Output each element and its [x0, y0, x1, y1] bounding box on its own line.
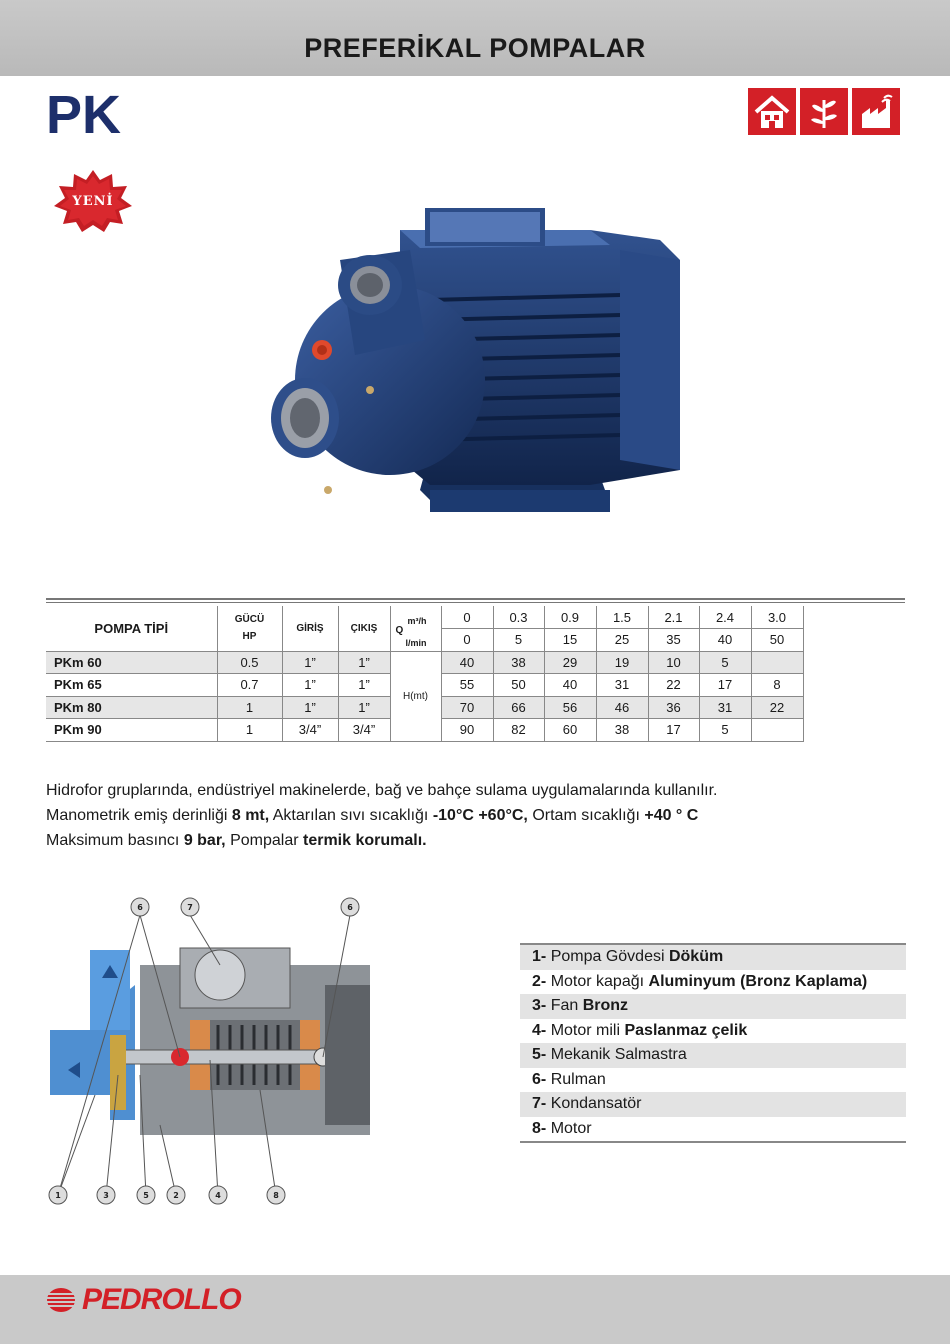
q-unit-m3: m³/h — [407, 616, 427, 626]
q-lmin-4: 35 — [648, 629, 699, 652]
desc-bold: +40 ° C — [644, 807, 699, 824]
head-cell: 36 — [648, 696, 699, 719]
power-cell: 1 — [217, 719, 282, 742]
factory-icon — [852, 88, 900, 135]
model-cell: PKm 90 — [46, 719, 217, 742]
part-number: 2- — [532, 972, 547, 990]
desc-text: Ortam sıcaklığı — [527, 807, 645, 824]
head-label: H(mt) — [390, 651, 441, 741]
model-cell: PKm 65 — [46, 674, 217, 697]
col-power-unit: HP — [242, 631, 257, 643]
part-number: 6- — [532, 1070, 547, 1088]
part-material: Bronz — [582, 997, 629, 1014]
q-lmin-5: 40 — [699, 629, 751, 652]
col-pump-type: POMPA TİPİ — [46, 606, 217, 651]
description — [46, 778, 717, 853]
head-cell: 50 — [493, 674, 544, 697]
q-lmin-6: 50 — [751, 629, 803, 652]
callout-7: 7 — [187, 903, 193, 912]
head-cell: 56 — [544, 696, 596, 719]
col-power — [217, 606, 282, 651]
q-m3h-2: 0.9 — [544, 606, 596, 629]
inlet-cell: 1” — [282, 651, 338, 674]
outlet-cell: 1” — [338, 696, 390, 719]
q-lmin-1: 5 — [493, 629, 544, 652]
q-m3h-3: 1.5 — [596, 606, 648, 629]
blank-cell — [803, 651, 905, 674]
desc-bold: termik korumalı. — [303, 832, 427, 849]
brand-name: PEDROLLO — [82, 1283, 241, 1316]
part-text: Motor kapağı — [550, 972, 649, 990]
blank-cell — [803, 719, 905, 742]
callout-6: 6 — [347, 903, 353, 912]
head-cell: 17 — [699, 674, 751, 697]
power-cell: 0.5 — [217, 651, 282, 674]
outlet-cell: 1” — [338, 651, 390, 674]
desc-text: Maksimum basıncı — [46, 832, 184, 849]
new-badge — [52, 168, 134, 232]
list-item — [520, 1019, 906, 1044]
outlet-cell: 3/4” — [338, 719, 390, 742]
table-top-rule — [46, 598, 905, 603]
blank-cell — [803, 629, 905, 652]
head-cell: 8 — [751, 674, 803, 697]
q-m3h-1: 0.3 — [493, 606, 544, 629]
part-text: Motor — [550, 1119, 592, 1137]
head-cell: 90 — [441, 719, 493, 742]
head-cell: 40 — [441, 651, 493, 674]
inlet-cell: 1” — [282, 674, 338, 697]
part-number: 5- — [532, 1046, 547, 1063]
head-cell: 31 — [699, 696, 751, 719]
q-m3h-4: 2.1 — [648, 606, 699, 629]
q-lmin-2: 15 — [544, 629, 596, 652]
part-material: Döküm — [668, 948, 724, 965]
q-lmin-0: 0 — [441, 629, 493, 652]
cutaway-diagram — [40, 890, 380, 1220]
head-cell: 66 — [493, 696, 544, 719]
list-item — [520, 1092, 906, 1117]
head-cell: 38 — [493, 651, 544, 674]
head-cell: 38 — [596, 719, 648, 742]
new-badge-text: YENİ — [72, 194, 114, 209]
part-material: Aluminyum (Bronz Kaplama) — [648, 972, 868, 990]
callout-3: 3 — [103, 1191, 109, 1200]
parts-list — [520, 943, 906, 1143]
head-cell: 5 — [699, 719, 751, 742]
table-row — [46, 719, 905, 742]
head-cell: 46 — [596, 696, 648, 719]
part-number: 3- — [532, 997, 547, 1014]
callout-1: 1 — [55, 1191, 61, 1200]
part-text: Motor mili — [550, 1021, 625, 1039]
part-text: Fan — [550, 997, 583, 1014]
col-flow — [390, 606, 441, 651]
part-number: 8- — [532, 1119, 547, 1137]
desc-text: Aktarılan sıvı sıcaklığı — [269, 807, 433, 824]
q-m3h-6: 3.0 — [751, 606, 803, 629]
brand-mark-icon — [46, 1287, 76, 1313]
part-number: 7- — [532, 1095, 547, 1112]
part-number: 4- — [532, 1021, 547, 1039]
outlet-cell: 1” — [338, 674, 390, 697]
desc-line-1: Hidrofor gruplarında, endüstriyel makinelerde, bağ ve bahçe sulama uygulamalarında kullanılır. — [46, 782, 718, 799]
table-row — [46, 651, 905, 674]
part-number: 1- — [532, 948, 547, 965]
page-title: PREFERİKAL POMPALAR — [304, 33, 646, 63]
brand-logo — [46, 1283, 241, 1317]
part-text: Rulman — [550, 1070, 606, 1088]
q-m3h-0: 0 — [441, 606, 493, 629]
head-cell: 17 — [648, 719, 699, 742]
desc-bold: 9 bar, — [183, 832, 226, 849]
blank-cell — [803, 696, 905, 719]
list-item — [520, 994, 906, 1019]
spec-table — [46, 606, 905, 742]
pump-image — [260, 190, 700, 550]
desc-text: Manometrik emiş derinliği — [46, 807, 232, 824]
inlet-cell: 1” — [282, 696, 338, 719]
power-cell: 0.7 — [217, 674, 282, 697]
house-icon — [748, 88, 796, 135]
list-item — [520, 945, 906, 970]
model-name: PK — [46, 85, 122, 145]
head-cell: 22 — [751, 696, 803, 719]
list-item — [520, 970, 906, 995]
usage-icons — [748, 88, 900, 135]
col-power-label: GÜCÜ — [234, 614, 265, 626]
blank-cell — [803, 674, 905, 697]
head-cell — [751, 719, 803, 742]
head-cell: 31 — [596, 674, 648, 697]
blank-cell — [803, 606, 905, 629]
head-cell: 22 — [648, 674, 699, 697]
desc-text: Pompalar — [225, 832, 303, 849]
head-cell: 82 — [493, 719, 544, 742]
power-cell: 1 — [217, 696, 282, 719]
part-text: Mekanik Salmastra — [550, 1046, 687, 1063]
q-unit-lmin: l/min — [405, 638, 427, 648]
callout-6: 6 — [137, 903, 143, 912]
q-lmin-3: 25 — [596, 629, 648, 652]
desc-line-2 — [46, 803, 717, 828]
table-row — [46, 696, 905, 719]
head-cell: 70 — [441, 696, 493, 719]
inlet-cell: 3/4” — [282, 719, 338, 742]
head-cell: 29 — [544, 651, 596, 674]
model-cell: PKm 80 — [46, 696, 217, 719]
model-cell: PKm 60 — [46, 651, 217, 674]
callout-8: 8 — [273, 1191, 279, 1200]
callout-4: 4 — [215, 1191, 221, 1200]
col-outlet: ÇIKIŞ — [338, 606, 390, 651]
desc-bold: 8 mt, — [231, 807, 270, 824]
callout-5: 5 — [143, 1191, 149, 1200]
desc-line-3 — [46, 828, 717, 853]
list-item — [520, 1068, 906, 1093]
part-text: Kondansatör — [550, 1095, 642, 1112]
head-cell: 55 — [441, 674, 493, 697]
table-row — [46, 674, 905, 697]
part-text: Pompa Gövdesi — [550, 948, 669, 965]
plant-icon — [800, 88, 848, 135]
head-cell: 40 — [544, 674, 596, 697]
head-cell: 19 — [596, 651, 648, 674]
list-item — [520, 1043, 906, 1068]
head-cell: 10 — [648, 651, 699, 674]
callout-2: 2 — [173, 1191, 179, 1200]
q-label: Q — [395, 625, 404, 636]
list-item — [520, 1117, 906, 1142]
head-cell — [751, 651, 803, 674]
desc-bold: -10°C +60°C, — [432, 807, 528, 824]
head-cell: 5 — [699, 651, 751, 674]
col-inlet: GİRİŞ — [282, 606, 338, 651]
q-m3h-5: 2.4 — [699, 606, 751, 629]
part-material: Paslanmaz çelik — [624, 1021, 748, 1039]
head-cell: 60 — [544, 719, 596, 742]
